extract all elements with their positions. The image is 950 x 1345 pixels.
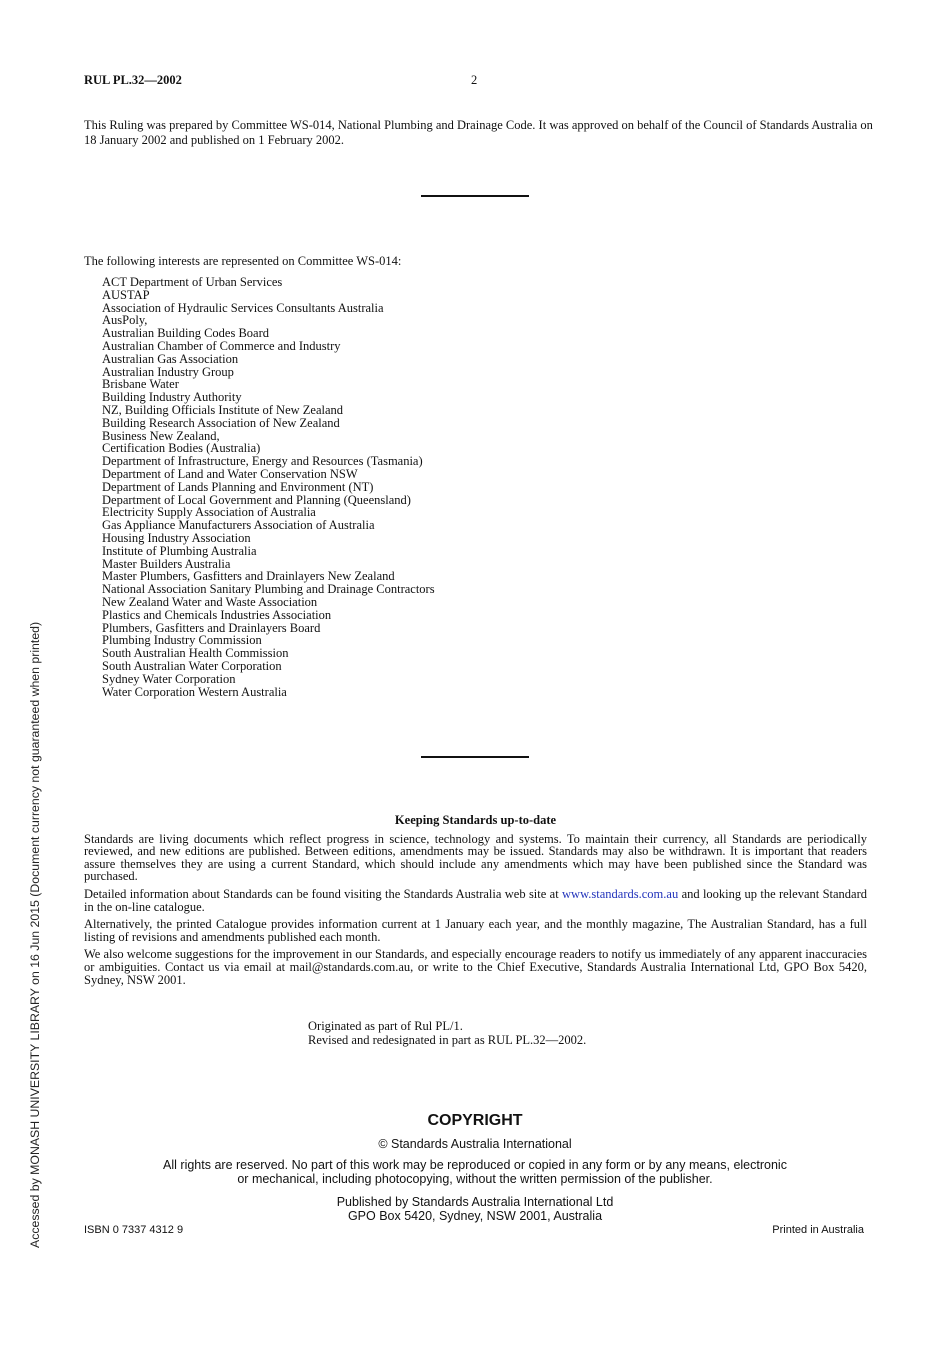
origin-line: Originated as part of Rul PL/1. xyxy=(308,1019,463,1033)
committee-member: Building Industry Authority xyxy=(102,390,242,405)
committee-member: Australian Chamber of Commerce and Industry xyxy=(102,338,341,353)
committee-member: Plumbers, Gasfitters and Drainlayers Board xyxy=(102,620,321,635)
committee-member: AusPoly, xyxy=(102,313,148,328)
committee-member: New Zealand Water and Waste Association xyxy=(102,594,318,609)
committee-member: NZ, Building Officials Institute of New Zealand xyxy=(102,402,344,417)
paragraph: We also welcome suggestions for the improvement in our Standards, and especially encourage readers to notify us immediately of any apparent inaccuracies or ambiguities. Contact us via email at mail@standards.com.au, or write to the Chief Executive, Standards Australia International Ltd, GPO Box 5420, Sydney, NSW 2001. xyxy=(84,947,867,987)
committee-member: Australian Gas Association xyxy=(102,351,239,366)
committee-member: AUSTAP xyxy=(102,287,150,302)
committee-intro: The following interests are represented on Committee WS-014: xyxy=(84,254,402,268)
publisher-line: GPO Box 5420, Sydney, NSW 2001, Australia xyxy=(347,1209,603,1223)
access-watermark: Accessed by MONASH UNIVERSITY LIBRARY on 16 Jun 2015 (Document currency not guaranteed when printed) xyxy=(28,621,42,1248)
committee-member: Gas Appliance Manufacturers Association of Australia xyxy=(102,518,375,533)
isbn: ISBN 0 7337 4312 9 xyxy=(84,1224,184,1236)
committee-member: Water Corporation Western Australia xyxy=(102,684,287,699)
committee-member: Department of Land and Water Conservation NSW xyxy=(102,466,358,481)
rights-line: or mechanical, including photocopying, without the written permission of the publisher. xyxy=(237,1172,713,1186)
printed-in: Printed in Australia xyxy=(772,1224,864,1236)
website-link[interactable]: www.standards.com.au xyxy=(562,886,679,901)
paragraph: Alternatively, the printed Catalogue provides information current at 1 January each year, and the monthly magazine, The Australian Standard, has a full listing of revisions and amendments published each month. xyxy=(84,917,867,944)
preparation-statement: This Ruling was prepared by Committee WS-014, National Plumbing and Drainage Code. It was approved on behalf of the Council of Standards Australia on 18 January 2002 and published on 1 February 2002. xyxy=(84,118,873,147)
committee-member: Plastics and Chemicals Industries Association xyxy=(102,607,332,622)
committee-member: Master Builders Australia xyxy=(102,556,231,571)
committee-member: Building Research Association of New Zealand xyxy=(102,415,340,430)
committee-member: Institute of Plumbing Australia xyxy=(102,543,257,558)
paragraph xyxy=(84,888,867,913)
committee-member: Brisbane Water xyxy=(102,377,179,392)
committee-member: South Australian Health Commission xyxy=(102,646,289,661)
origin-line: Revised and redesignated in part as RUL PL.32—2002. xyxy=(308,1033,587,1047)
publisher-info xyxy=(0,1195,950,1223)
committee-member: Electricity Supply Association of Australia xyxy=(102,505,316,520)
committee-member: Australian Industry Group xyxy=(102,364,234,379)
committee-member: Department of Lands Planning and Environment (NT) xyxy=(102,479,374,494)
document-id: RUL PL.32—2002 xyxy=(84,73,182,87)
divider xyxy=(421,195,529,197)
keeping-standards-section xyxy=(84,814,867,991)
committee-member: Master Plumbers, Gasfitters and Drainlayers New Zealand xyxy=(102,569,395,584)
committee-member: South Australian Water Corporation xyxy=(102,658,282,673)
committee-member-list xyxy=(102,276,435,698)
committee-member: Sydney Water Corporation xyxy=(102,671,236,686)
rights-statement xyxy=(0,1158,950,1186)
committee-member: Department of Infrastructure, Energy and Resources (Tasmania) xyxy=(102,454,423,469)
committee-member: National Association Sanitary Plumbing and Drainage Contractors xyxy=(102,582,435,597)
committee-member: Plumbing Industry Commission xyxy=(102,633,262,648)
text: and looking up the relevant Standard in the on-line catalogue. xyxy=(84,886,868,914)
section-title: Keeping Standards up-to-date xyxy=(394,813,557,827)
committee-member: Business New Zealand, xyxy=(102,428,220,443)
text: Detailed information about Standards can be found visiting the Standards Australia web site at xyxy=(84,886,563,901)
publisher-line: Published by Standards Australia International Ltd xyxy=(336,1195,614,1209)
rights-line: All rights are reserved. No part of this work may be reproduced or copied in any form or by any means, electronic xyxy=(163,1158,787,1172)
committee-member: Australian Building Codes Board xyxy=(102,326,269,341)
committee-member: Certification Bodies (Australia) xyxy=(102,441,261,456)
copyright-title: COPYRIGHT xyxy=(427,1112,523,1129)
committee-member: Department of Local Government and Planning (Queensland) xyxy=(102,492,411,507)
copyright-owner: © Standards Australia International xyxy=(378,1137,572,1151)
committee-member: Association of Hydraulic Services Consultants Australia xyxy=(102,300,384,315)
page-number: 2 xyxy=(471,73,478,87)
paragraph: Standards are living documents which reflect progress in science, technology and systems. To maintain their currency, all Standards are periodically reviewed, and new editions are published. Between editions, amendments may be issued. Standards may also be withdrawn. It is important that readers assure themselves they are using a current Standard, which should include any amendments which may have been published since the Standard was purchased. xyxy=(84,831,867,884)
divider xyxy=(421,756,529,758)
origin-note xyxy=(308,1019,586,1047)
committee-member: Housing Industry Association xyxy=(102,530,251,545)
committee-member: ACT Department of Urban Services xyxy=(102,275,283,289)
